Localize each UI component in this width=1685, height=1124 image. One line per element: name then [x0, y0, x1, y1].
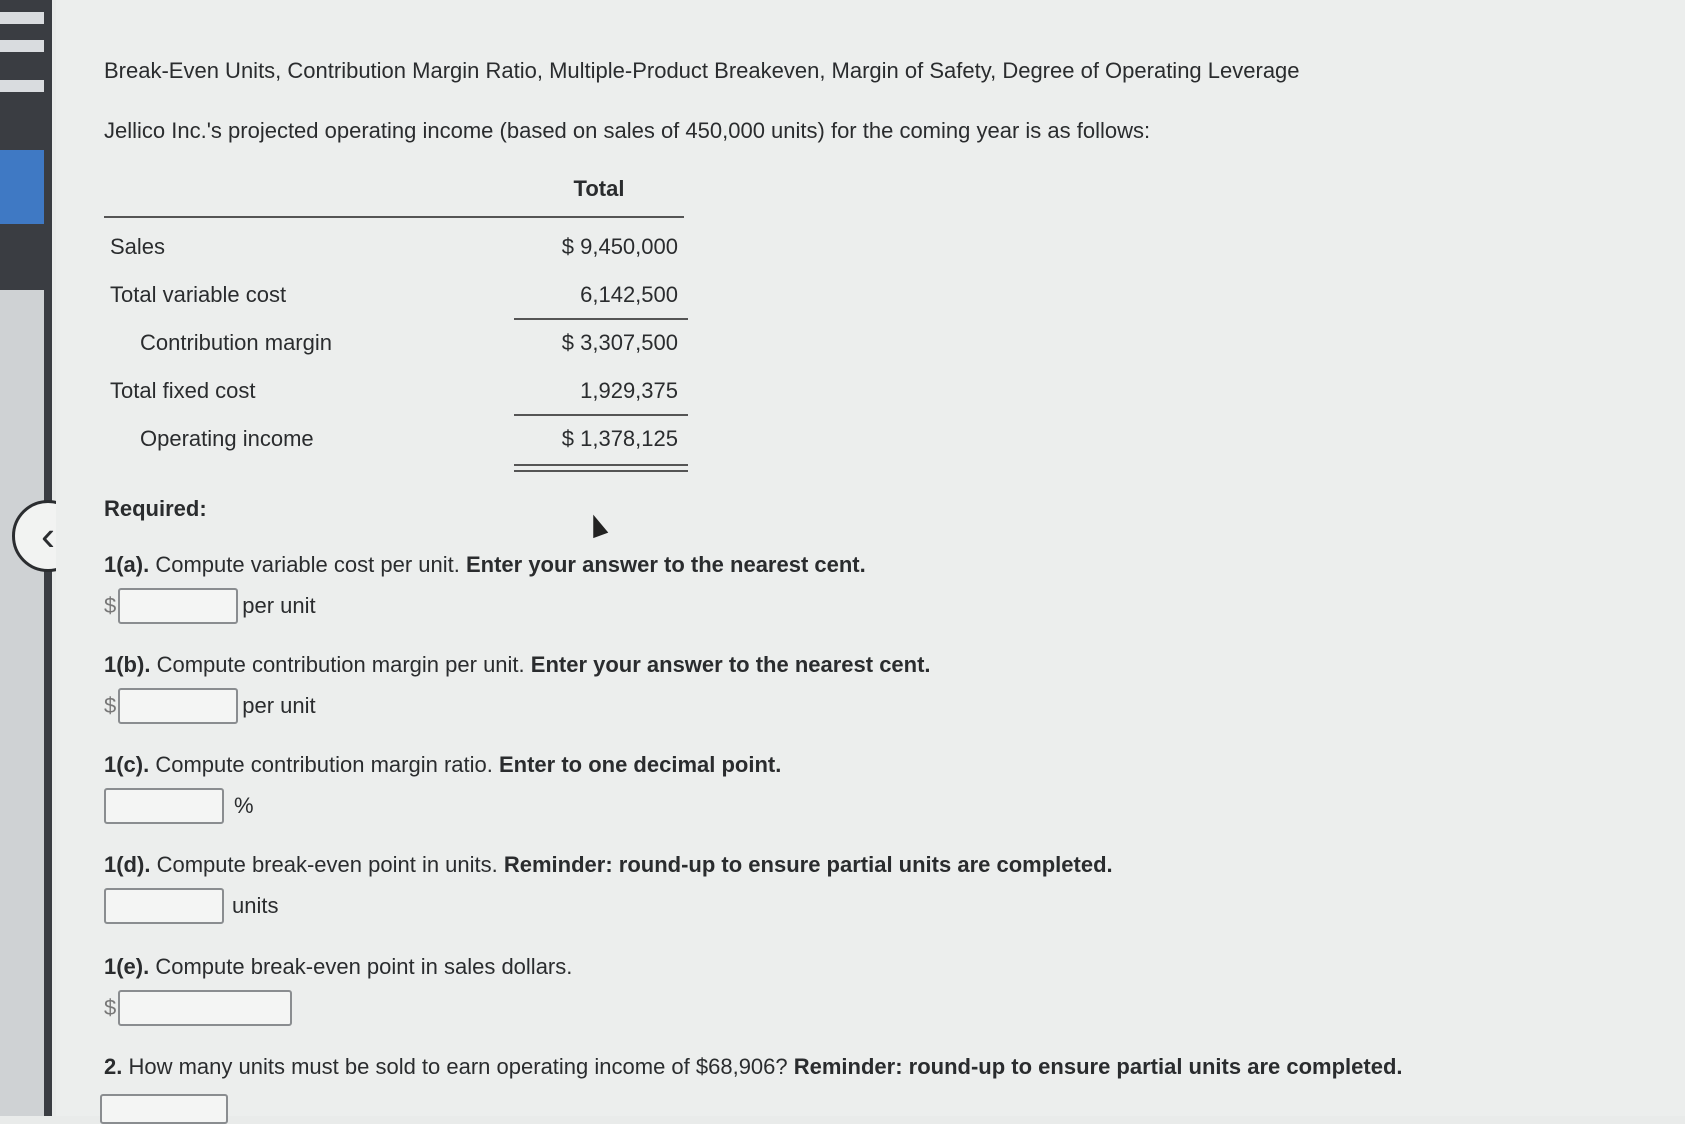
question-instruction: Reminder: round-up to ensure partial units are completed.	[503, 852, 1113, 877]
table-row	[104, 426, 684, 466]
question-1b	[104, 652, 931, 678]
page-title: Break-Even Units, Contribution Margin Ratio, Multiple-Product Breakeven, Margin of Safety, Degree of Operating Leverage	[104, 58, 1300, 83]
table-row	[104, 282, 684, 322]
subtotal-rule	[514, 318, 688, 320]
question-number: 1(a).	[104, 552, 150, 577]
question-text: How many units must be sold to earn operating income of $68,906?	[122, 1054, 794, 1079]
required-label: Required:	[104, 496, 207, 521]
unit-label: units	[232, 893, 279, 918]
unit-label: per unit	[242, 593, 316, 618]
question-1d	[104, 852, 1113, 878]
question-instruction: Enter your answer to the nearest cent.	[465, 552, 866, 577]
answer-row-1c	[104, 786, 254, 826]
answer-row-1d	[104, 886, 278, 926]
question-number: 1(e).	[104, 954, 150, 979]
bezel-panel	[0, 290, 44, 1116]
header-rule	[104, 216, 684, 218]
question-text: Compute contribution margin ratio.	[149, 752, 499, 777]
contribution-margin-per-unit-input[interactable]	[118, 688, 238, 724]
row-value: $ 1,378,125	[561, 426, 678, 451]
break-even-sales-dollars-input[interactable]	[118, 990, 292, 1026]
mouse-pointer-icon	[586, 512, 609, 538]
table-row	[104, 330, 684, 370]
row-label: Sales	[110, 234, 166, 259]
question-page	[56, 0, 1685, 1116]
table-row	[104, 378, 684, 418]
row-label: Operating income	[140, 426, 314, 451]
question-instruction: Enter to one decimal point.	[498, 752, 782, 777]
question-1a	[104, 552, 866, 578]
answer-row-1b	[104, 686, 316, 726]
row-value: 1,929,375	[580, 378, 678, 403]
contribution-margin-ratio-input[interactable]	[104, 788, 224, 824]
question-number: 1(d).	[104, 852, 151, 877]
question-text: Compute break-even point in units.	[150, 852, 504, 877]
currency-symbol: $	[104, 593, 117, 618]
row-label: Total fixed cost	[110, 378, 256, 403]
currency-symbol: $	[104, 693, 117, 718]
question-text: Compute contribution margin per unit.	[150, 652, 531, 677]
question-2	[104, 1054, 1403, 1080]
bezel-strip	[0, 12, 44, 24]
question-text: Compute variable cost per unit.	[149, 552, 466, 577]
target-units-input[interactable]	[100, 1094, 228, 1124]
question-text: Compute break-even point in sales dollars.	[149, 954, 573, 979]
table-header-total: Total	[573, 176, 625, 201]
question-instruction: Enter your answer to the nearest cent.	[530, 652, 931, 677]
total-double-rule	[514, 464, 688, 472]
answer-row-1e	[104, 988, 294, 1028]
bezel-accent	[0, 150, 44, 224]
row-label: Contribution margin	[140, 330, 332, 355]
row-value: 6,142,500	[580, 282, 678, 307]
question-1e	[104, 954, 572, 980]
bezel-strip	[0, 40, 44, 52]
row-value: $ 3,307,500	[561, 330, 678, 355]
row-value: $ 9,450,000	[561, 234, 678, 259]
answer-row-1a	[104, 586, 316, 626]
table-row	[104, 234, 684, 274]
chevron-left-icon: ‹	[41, 512, 55, 559]
question-number: 2.	[104, 1054, 123, 1079]
question-number: 1(b).	[104, 652, 151, 677]
unit-label: per unit	[242, 693, 316, 718]
subtotal-rule	[514, 414, 688, 416]
unit-label: %	[234, 793, 254, 818]
break-even-units-input[interactable]	[104, 888, 224, 924]
question-number: 1(c).	[104, 752, 150, 777]
row-label: Total variable cost	[110, 282, 287, 307]
intro-text: Jellico Inc.'s projected operating income (based on sales of 450,000 units) for the coming year is as follows:	[104, 118, 1151, 143]
currency-symbol: $	[104, 995, 117, 1020]
bezel-strip	[0, 80, 44, 92]
question-1c	[104, 752, 781, 778]
variable-cost-per-unit-input[interactable]	[118, 588, 238, 624]
question-instruction: Reminder: round-up to ensure partial units are completed.	[793, 1054, 1403, 1079]
